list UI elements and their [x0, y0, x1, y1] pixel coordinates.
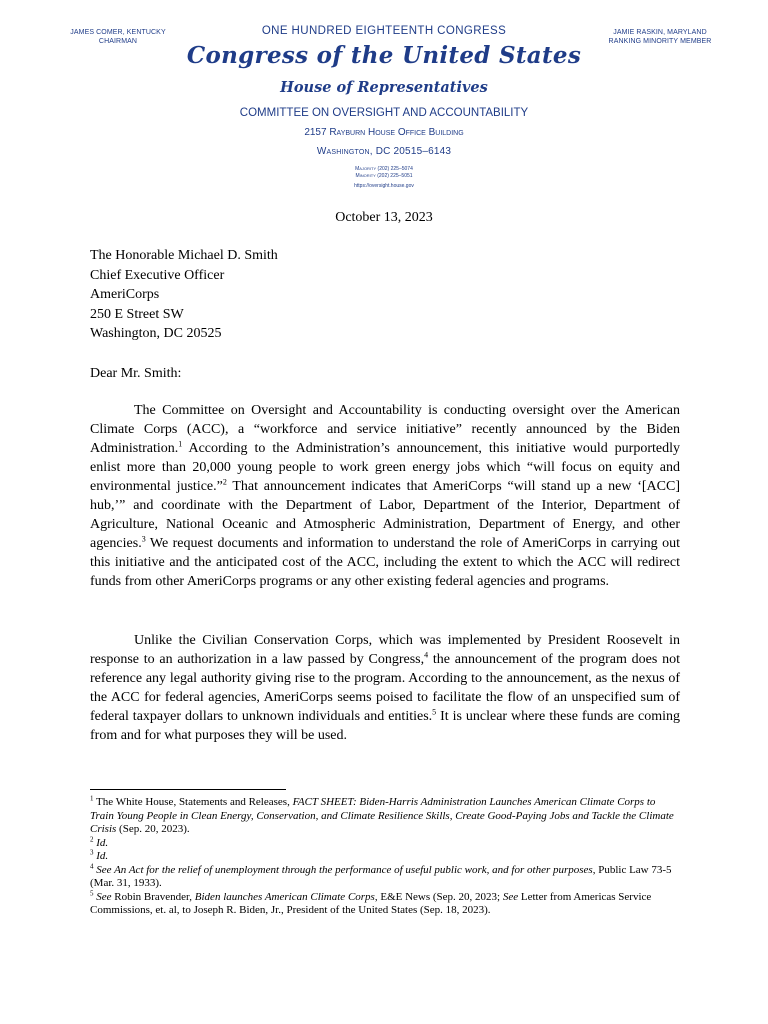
committee-name: COMMITTEE ON OVERSIGHT AND ACCOUNTABILITY: [239, 107, 529, 119]
footnote-2: [90, 834, 680, 851]
footnote-text: Id.: [93, 836, 109, 849]
p1-sentence: We request documents and information to understand the role of AmeriCorps in carrying out this initiative and the anticipated cost of the ACC, including the extent to which the ACC will redirect funds from other AmeriCorps programs or any other existing federal agencies and programs.: [90, 536, 680, 589]
paragraph-1: [90, 401, 680, 591]
footnote-ref[interactable]: 1: [178, 439, 183, 449]
footnote-text: , Public Law 73-5 (Mar. 31, 1933).: [90, 863, 672, 889]
footnote-citation-title: FACT SHEET: Biden-Harris Administration Launches American Climate Corps to Train Young People in Clean Energy, Conservation, and Climate Resilience Skills, Create Good-Paying Jobs and Tackle the Climate Crisis: [90, 796, 674, 835]
ranking-member-title: RANKING MINORITY MEMBER: [608, 38, 712, 45]
footnote-divider: [90, 789, 286, 790]
footnote-number: 4: [90, 861, 94, 870]
p1-sentence: That announcement indicates that AmeriCorps “will stand up a new ‘[ACC] hub,’” and coordinate with the Department of Labor, Department of the Interior, Department of Agriculture, National Oceanic and Atmospheric Administration, Department of Energy, and other agencies.: [90, 479, 680, 551]
majority-phone: Majority (202) 225–5074: [355, 166, 413, 172]
footnote-number: 2: [90, 834, 94, 843]
footnote-number: 5: [90, 888, 94, 897]
footnote-ref[interactable]: 5: [432, 707, 437, 717]
p1-sentence: According to the Administration’s announcement, this initiative would purportedly enlist more than 20,000 young people to work green energy jobs which “will focus on equity and environmental justice.”: [90, 441, 680, 494]
website-link[interactable]: https://oversight.house.gov: [354, 183, 414, 189]
footnotes: [90, 796, 680, 918]
footnote-text: (Sep. 20, 2023).: [116, 823, 190, 835]
office-address: 2157 Rayburn House Office Building: [304, 127, 464, 138]
house-title: House of Representatives: [280, 79, 488, 96]
footnote-3: [90, 850, 680, 864]
footnote-ref[interactable]: 2: [222, 477, 227, 487]
congress-title: Congress of the United States: [186, 42, 582, 69]
paragraph-2: [90, 631, 680, 745]
salutation: Dear Mr. Smith:: [90, 366, 182, 381]
footnote-4: [90, 861, 680, 891]
footnote-text: , E&E News (Sep. 20, 2023;: [374, 890, 503, 903]
footnote-number: 3: [90, 848, 94, 857]
office-city: Washington, DC 20515–6143: [316, 146, 452, 157]
congress-number: ONE HUNDRED EIGHTEENTH CONGRESS: [261, 25, 507, 37]
footnote-number: 1: [90, 794, 94, 803]
addressee-line: AmeriCorps: [90, 287, 160, 302]
letter-date: October 13, 2023: [335, 210, 433, 225]
footnote-text: Id.: [93, 850, 109, 862]
footnote-citation-title: See An Act for the relief of unemployment through the performance of useful public work, and for other purposes: [93, 863, 593, 876]
p1-sentence: The Committee on Oversight and Accountability is conducting oversight over the American Climate Corps (ACC), a “workforce and service initiative” recently announced by the Biden Administration.: [90, 403, 680, 456]
footnote-citation-title: Biden launches American Climate Corps: [194, 890, 375, 903]
footnote-signal: See: [502, 890, 519, 903]
footnote-signal: See: [93, 890, 112, 903]
footnote-text: Letter from Americas Service Commissions, et. al, to Joseph R. Biden, Jr., President of the United States (Sep. 18, 2023).: [90, 890, 652, 916]
chairman-name: JAMES COMER, KENTUCKY: [70, 29, 166, 36]
addressee-line: Washington, DC 20525: [90, 326, 222, 341]
addressee-line: The Honorable Michael D. Smith: [90, 248, 278, 263]
minority-phone: Minority (202) 225–5051: [355, 173, 413, 179]
p2-sentence: It is unclear where these funds are coming from and for what purposes they will be used.: [90, 709, 680, 743]
addressee-line: Chief Executive Officer: [90, 267, 225, 283]
addressee-line: 250 E Street SW: [90, 306, 184, 322]
ranking-member-name: JAMIE RASKIN, MARYLAND: [613, 29, 707, 36]
p2-sentence: the announcement of the program does not reference any legal authority giving rise to the program. According to the announcement, as the nexus of the ACC for federal agencies, AmeriCorps seems poised to facilitate the flow of an unspecified sum of federal taxpayer dollars to unknown individuals and entities.: [90, 652, 680, 724]
footnote-text: Robin Bravender,: [111, 890, 195, 903]
chairman-title: CHAIRMAN: [98, 38, 138, 45]
p2-sentence: Unlike the Civilian Conservation Corps, which was implemented by President Roosevelt in response to an authorization in a law passed by Congress,: [90, 633, 680, 667]
footnote-ref[interactable]: 3: [141, 534, 146, 544]
footnote-1: [90, 796, 680, 837]
addressee-block: [90, 246, 690, 344]
footnote-5: [90, 888, 680, 918]
footnote-text: The White House, Statements and Releases,: [93, 796, 293, 808]
footnote-ref[interactable]: 4: [424, 650, 429, 660]
